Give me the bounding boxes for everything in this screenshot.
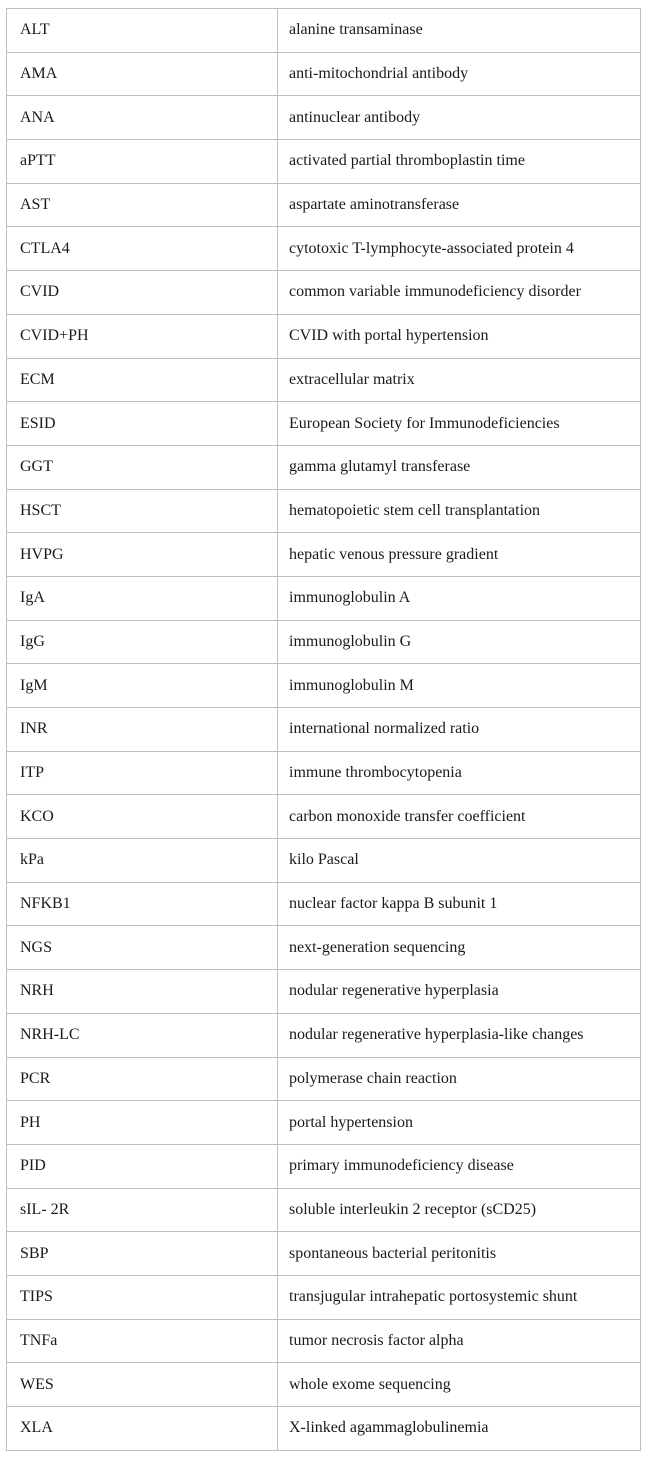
definition-cell: X-linked agammaglobulinemia (278, 1407, 641, 1451)
abbreviation-cell: GGT (7, 445, 278, 489)
definition-cell: nodular regenerative hyperplasia (278, 970, 641, 1014)
abbreviation-cell: NRH-LC (7, 1013, 278, 1057)
definition-cell: polymerase chain reaction (278, 1057, 641, 1101)
definition-cell: transjugular intrahepatic portosystemic shunt (278, 1275, 641, 1319)
definition-cell: CVID with portal hypertension (278, 314, 641, 358)
abbreviation-cell: ALT (7, 9, 278, 53)
abbreviations-table-container (6, 8, 641, 1451)
definition-cell: international normalized ratio (278, 708, 641, 752)
abbreviation-cell: aPTT (7, 140, 278, 184)
abbreviation-cell: NRH (7, 970, 278, 1014)
abbreviation-cell: ITP (7, 751, 278, 795)
table-row (7, 1363, 641, 1407)
table-row (7, 402, 641, 446)
table-row (7, 52, 641, 96)
definition-cell: immunoglobulin M (278, 664, 641, 708)
definition-cell: European Society for Immunodeficiencies (278, 402, 641, 446)
table-row (7, 664, 641, 708)
definition-cell: hepatic venous pressure gradient (278, 533, 641, 577)
definition-cell: aspartate aminotransferase (278, 183, 641, 227)
abbreviation-cell: ESID (7, 402, 278, 446)
definition-cell: cytotoxic T-lymphocyte-associated protein 4 (278, 227, 641, 271)
definition-cell: immune thrombocytopenia (278, 751, 641, 795)
table-row (7, 9, 641, 53)
definition-cell: extracellular matrix (278, 358, 641, 402)
table-row (7, 96, 641, 140)
definition-cell: activated partial thromboplastin time (278, 140, 641, 184)
definition-cell: hematopoietic stem cell transplantation (278, 489, 641, 533)
definition-cell: alanine transaminase (278, 9, 641, 53)
table-row (7, 271, 641, 315)
abbreviation-cell: PID (7, 1144, 278, 1188)
table-row (7, 1013, 641, 1057)
table-row (7, 1057, 641, 1101)
abbreviation-cell: WES (7, 1363, 278, 1407)
abbreviation-cell: HVPG (7, 533, 278, 577)
abbreviation-cell: CVID+PH (7, 314, 278, 358)
table-row (7, 620, 641, 664)
table-row (7, 489, 641, 533)
definition-cell: antinuclear antibody (278, 96, 641, 140)
abbreviation-cell: NFKB1 (7, 882, 278, 926)
abbreviation-cell: AST (7, 183, 278, 227)
definition-cell: soluble interleukin 2 receptor (sCD25) (278, 1188, 641, 1232)
table-row (7, 1101, 641, 1145)
abbreviation-cell: ANA (7, 96, 278, 140)
table-row (7, 926, 641, 970)
abbreviation-cell: sIL- 2R (7, 1188, 278, 1232)
definition-cell: spontaneous bacterial peritonitis (278, 1232, 641, 1276)
abbreviation-cell: HSCT (7, 489, 278, 533)
table-row (7, 1144, 641, 1188)
table-row (7, 1188, 641, 1232)
table-row (7, 708, 641, 752)
abbreviation-cell: CTLA4 (7, 227, 278, 271)
definition-cell: kilo Pascal (278, 839, 641, 883)
abbreviation-cell: INR (7, 708, 278, 752)
table-row (7, 183, 641, 227)
table-row (7, 358, 641, 402)
definition-cell: next-generation sequencing (278, 926, 641, 970)
table-row (7, 533, 641, 577)
table-row (7, 751, 641, 795)
definition-cell: tumor necrosis factor alpha (278, 1319, 641, 1363)
definition-cell: immunoglobulin G (278, 620, 641, 664)
abbreviation-cell: KCO (7, 795, 278, 839)
table-row (7, 314, 641, 358)
abbreviation-cell: IgA (7, 576, 278, 620)
abbreviation-cell: NGS (7, 926, 278, 970)
abbreviations-table-body (7, 9, 641, 1451)
abbreviation-cell: TIPS (7, 1275, 278, 1319)
abbreviation-cell: TNFa (7, 1319, 278, 1363)
table-row (7, 445, 641, 489)
table-row (7, 1407, 641, 1451)
definition-cell: common variable immunodeficiency disorder (278, 271, 641, 315)
table-row (7, 839, 641, 883)
table-row (7, 882, 641, 926)
definition-cell: portal hypertension (278, 1101, 641, 1145)
table-row (7, 227, 641, 271)
table-row (7, 970, 641, 1014)
abbreviations-table (6, 8, 641, 1451)
abbreviation-cell: PH (7, 1101, 278, 1145)
table-row (7, 576, 641, 620)
table-row (7, 140, 641, 184)
table-row (7, 1319, 641, 1363)
definition-cell: carbon monoxide transfer coefficient (278, 795, 641, 839)
definition-cell: anti-mitochondrial antibody (278, 52, 641, 96)
abbreviation-cell: PCR (7, 1057, 278, 1101)
abbreviation-cell: ECM (7, 358, 278, 402)
definition-cell: primary immunodeficiency disease (278, 1144, 641, 1188)
abbreviation-cell: kPa (7, 839, 278, 883)
abbreviation-cell: IgM (7, 664, 278, 708)
definition-cell: nodular regenerative hyperplasia-like changes (278, 1013, 641, 1057)
definition-cell: immunoglobulin A (278, 576, 641, 620)
abbreviation-cell: CVID (7, 271, 278, 315)
definition-cell: whole exome sequencing (278, 1363, 641, 1407)
abbreviation-cell: XLA (7, 1407, 278, 1451)
table-row (7, 795, 641, 839)
abbreviation-cell: IgG (7, 620, 278, 664)
abbreviation-cell: AMA (7, 52, 278, 96)
abbreviation-cell: SBP (7, 1232, 278, 1276)
definition-cell: gamma glutamyl transferase (278, 445, 641, 489)
table-row (7, 1275, 641, 1319)
table-row (7, 1232, 641, 1276)
definition-cell: nuclear factor kappa B subunit 1 (278, 882, 641, 926)
